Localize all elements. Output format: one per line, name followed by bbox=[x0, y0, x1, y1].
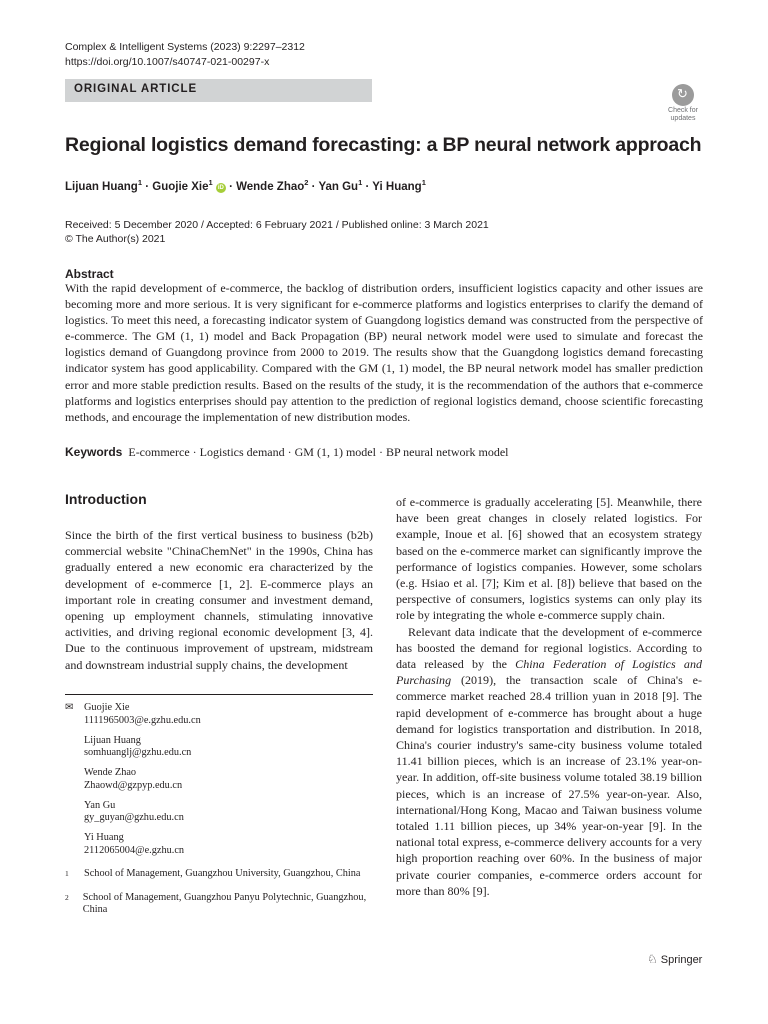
author-name[interactable]: Yan Gu bbox=[318, 180, 359, 193]
affiliations bbox=[65, 868, 373, 928]
author-list: Lijuan Huang$^1$ · Guojie Xie$^1$ iD · Wende Zhao$^2$ · Yan $Gu^1 \cdot Yi$ Huang$^1$ bbox=[65, 178, 426, 193]
publisher-logo bbox=[647, 952, 702, 966]
contact-email[interactable]: somhuanglj@gzhu.edu.cn bbox=[84, 747, 192, 758]
author-name[interactable]: Guojie Xie bbox=[152, 180, 209, 193]
publisher-name: Springer bbox=[660, 954, 703, 966]
article-type-bar bbox=[65, 79, 372, 102]
author-name[interactable]: Wende Zhao bbox=[236, 180, 305, 193]
date-history: Received: 5 December 2020 / Accepted: 6 February 2021 / Published online: 3 March 2021 bbox=[65, 219, 489, 231]
author-affiliation-number: 1 bbox=[421, 178, 426, 187]
paragraph: of e-commerce is gradually accelerating [5]. Meanwhile, there have been great changes in closely related logistics. For example, Inoue et al. [6] showed that an ecosystem strategy based on the e-commerce market can significantly improve the performance of logistics companies. However, some scholars (e.g. Hsiao et al. [7]; Kim et al. [8]) believe that based on the perspective of consumers, logistics systems can only play its role by integrating the whole e-commerce supply chain. bbox=[396, 495, 702, 623]
footnote-divider bbox=[65, 694, 373, 695]
organization-name: China Federation of Logistics and Purchasing bbox=[396, 657, 702, 688]
springer-horse-icon: ♘ bbox=[647, 952, 658, 966]
check-for-updates-badge[interactable] bbox=[663, 84, 703, 124]
abstract-text: With the rapid development of e-commerce, the backlog of distribution orders, insufficient logistics capacity and other issues are becoming more and more serious. It is very significant for e-commerce platforms and logistics enterprises to clarify the demand of logistics. To meet this need, a forecasting indicator system of Guangdong logistics demand was constructed from the perspective of e-commerce. The GM (1, 1) model and Back Propagation (BP) neural network model were used to simulate and forecast the logistics demand of Guangdong province from 2000 to 2019. The results show that the Guangdong logistics demand forecasting indicator system has good applicability. Compared with the GM (1, 1) model, the BP neural network model has smaller prediction error and more stable prediction results. Based on the results of the study, it is the recommendation of the authors that e-commerce platforms and logistics enterprises should pay attention to the prediction of regional logistics demand, choose scientific forecasting methods, and encourage the implementation of new distribution modes. bbox=[65, 281, 703, 424]
author-name[interactable]: Yi Huang bbox=[372, 180, 422, 193]
keywords-text: E-commerce · Logistics demand · GM (1, 1) model · BP neural network model bbox=[128, 445, 509, 459]
check-updates-text-1: Check for bbox=[668, 107, 698, 114]
affiliation-number: 1 bbox=[65, 869, 69, 878]
contact-entry bbox=[84, 800, 201, 825]
corresponding-contacts bbox=[65, 702, 201, 865]
contact-name: Yi Huang bbox=[84, 832, 124, 843]
article-type-label: ORIGINAL ARTICLE bbox=[74, 83, 198, 95]
copyright-line: © The Author(s) 2021 bbox=[65, 233, 166, 245]
envelope-icon: ✉ bbox=[65, 702, 74, 713]
contact-name: Wende Zhao bbox=[84, 767, 137, 778]
author-affiliation-number: 1 bbox=[358, 178, 363, 187]
journal-citation bbox=[65, 40, 305, 70]
affiliation-text: School of Management, Guangzhou Panyu Polytechnic, Guangzhou, China bbox=[82, 891, 367, 916]
introduction-column-2 bbox=[396, 494, 702, 899]
contact-email[interactable]: Zhaowd@gzpyp.edu.cn bbox=[84, 779, 183, 791]
author-affiliation-number: 2 bbox=[304, 178, 309, 187]
author-name[interactable]: Lijuan Huang bbox=[65, 180, 138, 193]
publication-dates bbox=[65, 218, 489, 246]
contact-name: Yan Gu bbox=[84, 799, 116, 811]
article-title: Regional logistics demand forecasting: a BP neural network approach bbox=[65, 134, 702, 156]
contact-email[interactable]: gy_guyan@gzhu.edu.cn bbox=[84, 812, 184, 823]
contact-name: Lijuan Huang bbox=[84, 734, 141, 746]
keywords-label: Keywords bbox=[65, 445, 123, 459]
section-heading-introduction: Introduction bbox=[65, 491, 147, 507]
contact-entry bbox=[84, 832, 201, 857]
contact-block bbox=[65, 702, 201, 865]
check-updates-icon: ↻ bbox=[672, 84, 694, 106]
affiliation-text: School of Management, Guangzhou University, Guangzhou, China bbox=[84, 868, 361, 879]
paragraph-text: (2019), the transaction scale of China's e-commerce market reached 28.4 trillion yuan in 2018 [9]. The rapid development of e-commerce has brought about a huge demand for logistics transportation and distribution. In 2018, China's courier industry's same-city business volume totaled 11.41 billion pieces, which is an increase of 23.1% year-on-year. In addition, off-site business volume totaled 38.19 billion pieces, which is an increase of 27.5% year-on-year. Also, international/Hong Kong, Macao and Taiwan business volume totaled 1.11 billion pieces, up 34% year-on-year [9]. In the national total express, e-commerce delivery accounts for a very high proportion reaching over 60%. In the business of major private courier companies, e-commerce orders account for more than 80% [9]. bbox=[396, 673, 702, 898]
doi-link[interactable]: https://doi.org/10.1007/s40747-021-00297-x bbox=[65, 56, 270, 68]
affiliation-number: 2 bbox=[65, 892, 69, 902]
contact-entry bbox=[84, 735, 201, 760]
check-updates-text-2: updates bbox=[670, 114, 696, 122]
affiliation-item bbox=[65, 892, 373, 917]
contact-entry bbox=[84, 702, 201, 727]
orcid-icon[interactable]: iD bbox=[217, 184, 224, 191]
contact-name: Guojie Xie bbox=[84, 702, 130, 713]
abstract-heading: Abstract bbox=[65, 267, 114, 281]
author-affiliation-number: 1 bbox=[208, 178, 213, 187]
keywords bbox=[65, 445, 508, 460]
introduction-column-1: Since the birth of the first vertical business to business (b2b) commercial website "ChinaChemNet" in the 1990s, China has gradually entered a new economic era characterized by the development of e-commerce [1, 2]. E-commerce plays an important role in creating consumer and investment demand, opening up employment channels, stimulating innovative activities, and driving regional economic development [3, 4]. Due to the continuous improvement of upstream, midstream and downstream industrial supply chains, the development bbox=[65, 528, 373, 672]
author-affiliation-number: 1 bbox=[137, 178, 143, 187]
journal-line: Complex & Intelligent Systems (2023) 9:2297–2312 bbox=[65, 41, 305, 53]
paragraph bbox=[396, 624, 702, 899]
paragraph-text: Relevant data indicate that the development of e-commerce has boosted the demand for regional logistics. According to data released by the bbox=[396, 624, 702, 672]
contact-entry bbox=[84, 767, 201, 792]
contact-email[interactable]: 2112065004@e.gzhu.cn bbox=[84, 844, 185, 856]
contact-email[interactable]: 1111965003@e.gzhu.edu.cn bbox=[84, 714, 201, 726]
affiliation-item bbox=[65, 868, 373, 881]
